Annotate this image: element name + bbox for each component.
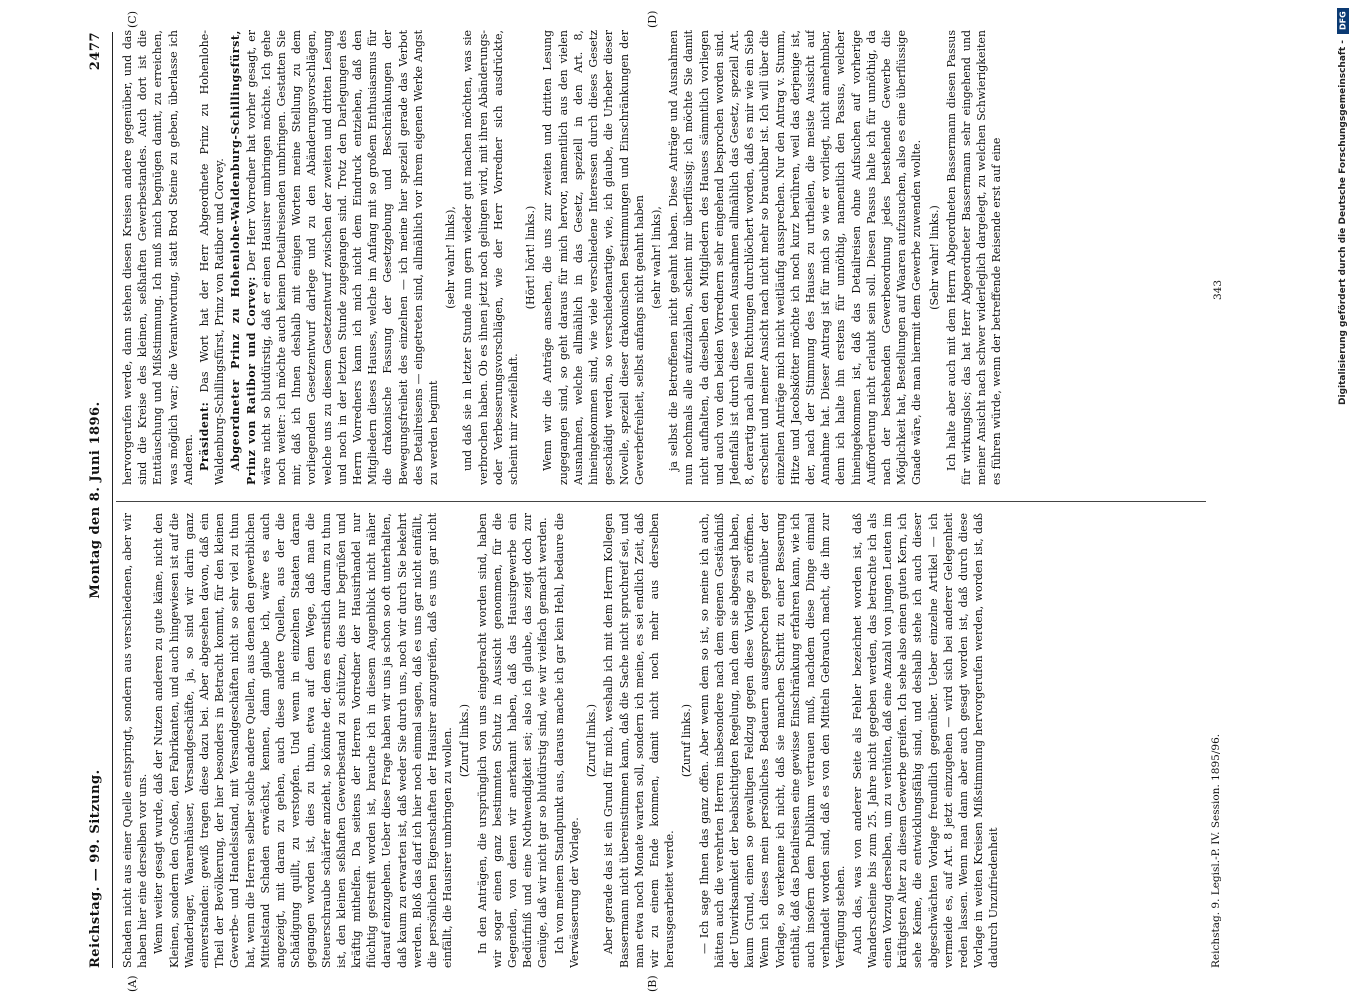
paragraph: und daß sie in letzter Stunde nun gern wieder gut machen möchten, was sie verbrochen haben. Ob es ihnen jetzt noch gelingen wird, mit ihren Abänderungs- oder Verbesserungsvorschlägen, wie der Herr Vorredner sich ausdrückte, scheint mir zweifelhaft. (461, 30, 521, 485)
right-column (120, 30, 1210, 485)
left-column (120, 513, 1210, 968)
speaker-name: Abgeordneter Prinz zu Hohenlohe-Waldenburg-Schillingsfürst, Prinz von Ratibor und Corvey: (229, 30, 258, 485)
interjection: (Sehr wahr! links.) (927, 205, 941, 310)
digitization-credit: Digitalisierung gefördert durch die Deutsche Forschungsgemeinschaft - (1338, 40, 1348, 405)
digitization-sidebar (1335, 0, 1351, 1000)
interjection: (Hört! hört! links.) (524, 205, 538, 310)
paragraph: Ich von meinem Standpunkt aus, daraus mache ich gar kein Hehl, bedaure die Verwässerung der Vorlage. (552, 513, 581, 968)
paragraph: Aber gerade das ist ein Grund für mich, weshalb ich mit dem Herrn Kollegen Bassermann nicht übereinstimmen kann, daß die Sache nicht spruchreif sei, und man etwa noch Monate warten soll, sondern ich meine, es sei endlich Zeit, daß wir zu einem Ende kommen, damit nicht noch mehr aus derselben herausgearbeitet werde. (602, 513, 677, 968)
paragraph-text: Das Wort hat der Herr Abgeordnete Prinz zu Hohenlohe-Waldenburg-Schillingsfürst, Prinz von Ratibor und Corvey. (198, 30, 227, 485)
page-header (88, 32, 114, 968)
paragraph (197, 30, 227, 485)
speaker-name: Präsident: (198, 401, 212, 471)
paragraph: — Ich sage Ihnen das ganz offen. Aber wenn dem so ist, so meine ich auch, hätten auch die verehrten Herren insbesondere nach dem eigenen Geständniß der Unwirksamkeit der beabsichtigten Regelung, nach dem sie abgesagt haben, kaum Grund, einen so gewaltigen Feldzug gegen diese Vorlage zu eröffnen. Wenn ich dieses mein persönliches Bedauern ausgesprochen gegenüber der Vorlage, so verkenne ich nicht, daß sie manchen Schritt zu einer Besserung enthält, daß das Detailreisen eine gewisse Einschränkung erfahren kann, wie ich auch insofern dem Publikum vertrauen muß, nachdem diese Dinge einmal verhandelt worden sind, daß es von den Mitteln Gebrauch macht, die ihm zur Verfügung stehen. (697, 513, 848, 968)
column-divider (116, 501, 1206, 502)
margin-marker-a: (A) (126, 975, 139, 992)
paragraph: Wenn weiter gesagt wurde, daß der Nutzen anderen zu gute käme, nicht den Kleinen, sondern den Großen, den Fabrikanten, und auch hingewiesen ist auf die Wanderlager, Waarenhäuser, Versandgeschäfte, ja, so sind wir darin ganz einverstanden: gewiß tragen diese dazu bei. Aber abgesehen davon, daß ein Theil der Bevölkerung, der hier besonders in Betracht kommt, für den kleinen Gewerbe- und Handelsstand, mit Versandgeschäften nicht so sehr viel zu thun hat, wenn die Herren selber solche andere Quellen, aus denen den gewerblichen Mittelstand Schaden erwächst, kennen, dann glaube ich, wäre es auch angezeigt, mit daran zu gehen, auch diese andere Quellen, aus der die Schädigung quillt, zu verstopfen. Und wenn in einzelnen Staaten daran gegangen worden ist, dies zu thun, etwa auf dem Wege, daß man die Steuerschraube schärfer anzieht, so könnte der, dem es ernstlich darum zu thun ist, den kleinen seßhaften Gewerbestand zu schützen, dies nur begrüßen und kräftig mithelfen. Da seitens der Herren Vorredner der Hausirhandel nur flüchtig gestreift worden ist, brauche ich in diesem Augenblick nicht näher darauf einzugehen. Ueber diese Frage haben wir uns ja schon so oft unterhalten, daß kaum zu erwarten ist, daß weder Sie durch uns, noch wir durch Sie bekehrt werden. Bloß das darf ich hier noch einmal sagen, daß es uns gar nicht einfällt, die persönlichen Eigenschaften der Hausirer anzugreifen, daß es uns gar nicht einfällt, die Hausirer umbringen zu wollen. (152, 513, 455, 968)
footer-session-line: Reichstag. 9. Legisl.-P. IV. Session. 1895/96. (1210, 733, 1222, 968)
interjection: (Zuruf links.) (680, 703, 694, 778)
margin-marker-d: (D) (646, 10, 659, 28)
paragraph: ja selbst die Betroffenen nicht geahnt haben. Diese Anträge und Ausnahmen nun nochmals alle aufzuzählen, scheint mir überflüssig; ich möchte Sie damit nicht aufhalten, da dieselben den Mitgliedern des Hauses sämmtlich vorliegen und auch von den beiden Vorrednern sehr eingehend besprochen worden sind. Jedenfalls ist durch diese vielen Ausnahmen allmählich das Gesetz, speziell Art. 8, derartig nach allen Richtungen durchlöchert worden, daß es mir wie ein Sieb erscheint und meiner Ansicht nach nicht mehr so brauchbar ist. Ich will über die einzelnen Anträge mich nicht weitläufig aussprechen. Nur den Antrag v. Stumm, Hitze und Jacobskötter möchte ich noch kurz berühren, weil das derjenige ist, der, nach der Stimmung des Hauses zu urtheilen, die meiste Aussicht auf Annahme hat. Dieser Antrag ist für mich so wie er vorliegt, nicht annehmbar, denn ich halte ihn erstens für unnöthig, namentlich den Passus, welcher hineingekommen ist, daß das Detailreisen ohne Aufsuchen auf vorherige Aufforderung nicht erlaubt sein soll. Diesen Passus halte ich für unnöthig, da nach der bestehenden Gewerbeordnung jedes bestehende Gewerbe die Möglichkeit hat, Bestellungen auf Waaren aufzusuchen, also es eine überflüssige Gnade wäre, die man hiermit dem Gewerbe zuwenden wollte. (667, 30, 924, 485)
interjection: (sehr wahr! links), (649, 206, 663, 309)
header-page-number: 2477 (88, 32, 103, 71)
margin-marker-c: (C) (126, 11, 139, 28)
footer-page-number: 343 (1212, 279, 1224, 300)
paragraph: Schaden nicht aus einer Quelle entspringt, sondern aus verschiedenen, aber wir haben hier eine derselben vor uns. (121, 513, 150, 968)
dfg-logo-icon: DFG (1337, 8, 1349, 34)
header-session: Reichstag. — 99. Sitzung. (88, 769, 103, 968)
paragraph (228, 30, 441, 485)
paragraph-text: Der Herr Vorredner hat vorher gesagt, er wäre nicht so blutdürstig, daß er einen Hausirer umbringen möchte. Ich gehe noch weiter: ich möchte auch keinen Detailreisenden umbringen. Gestatten Sie mir, daß ich Ihnen deshalb mit einigen Worten meine Stellung zu dem vorliegenden Gesetzentwurf darlege und zu den Abänderungsvorschlägen, welche uns zu diesem Gesetzentwurf zwischen der zweiten und dritten Lesung und noch in der letzten Stunde zugegangen sind. Trotz den Darlegungen des Herrn Vorredners kann ich mich nicht dem Eindruck entziehen, daß den Mitgliedern dieses Hauses, welche im Anfang mit so großem Enthusiasmus für die drakonische Fassung der Gesetzgebung und Beschränkungen der Bewegungsfreiheit des einzelnen — ich meine hier speziell gerade das Verbot des Detailreisens — eingetreten sind, allmählich vor ihrem eigenen Werke Angst zu werden beginnt (244, 30, 441, 485)
header-date: Montag den 8. Juni 1896. (88, 401, 103, 599)
interjection: (sehr wahr! links), (444, 206, 458, 309)
interjection: (Zuruf links.) (585, 703, 599, 778)
margin-marker-b: (B) (646, 975, 659, 992)
paragraph: Auch das, was von anderer Seite als Fehler bezeichnet worden ist, daß Wanderscheine bis zum 25. Jahre nicht gegeben werden, das betrachte ich als einen Vorzug derselben, um zu verhüten, daß eine Anzahl von jungen Leuten im kräftigsten Alter zu diesem Gewerbe greifen. Ich sehe also einen guten Kern, ich sehe Keime, die entwicklungsfähig sind, und deshalb stehe ich auch dieser abgeschwächten Vorlage freundlich gegenüber. Ueber einzelne Artikel — ich vermeide es, auf Art. 8 jetzt einzugehen — wird sich bei anderer Gelegenheit reden lassen. Wenn man dann aber auch gesagt worden ist, daß durch diese Vorlage in weiten Kreisen Mißstimmung hervorgerufen werden, worden ist, daß dadurch Unzufriedenheit (850, 513, 1001, 968)
interjection: (Zuruf links.) (458, 703, 472, 778)
paragraph: Ich halte aber auch mit dem Herrn Abgeordneten Bassermann diesen Passus für wirkungslos; das hat Herr Abgeordneter Bassermann sehr eingehend und meiner Ansicht nach schwer widerleglich dargelegt, zu welchen Schwierigkeiten es führen würde, wenn der betreffende Reisende erst auf eine (944, 30, 1004, 485)
paragraph: Wenn wir die Anträge ansehen, die uns zur zweiten und dritten Lesung zugegangen sind, so geht daraus für mich hervor, namentlich aus den vielen Ausnahmen, welche allmählich in das Gesetz, speziell in den Art. 8, hineingekommen sind, wie viele verschiedene Interessen durch dieses Gesetz geschädigt werden, so verschiedenartige, wie, ich glaube, die Urheber dieser Novelle, speziell dieser drakonischen Bestimmungen und Einschränkungen der Gewerbefreiheit, selbst anfangs nicht geahnt haben (541, 30, 646, 485)
paragraph: In den Anträgen, die ursprünglich von uns eingebracht worden sind, haben wir sogar einen ganz bestimmten Schutz in Aussicht genommen, für die Gegenden, von denen wir anerkannt haben, daß das Hausirgewerbe ein Bedürfniß und eine Nothwendigkeit sei; also ich glaube, das zeigt doch zur Genüge, daß wir nicht gar so blutdürstig sind, wie wir vielfach gemacht werden. (475, 513, 550, 968)
header-rule (112, 32, 113, 968)
paragraph: hervorgerufen werde, dann stehen diesen Kreisen andere gegenüber, und das sind die Kreise des kleinen, seßhaften Gewerbestandes. Auch dort ist die Enttäuschung und Mißstimmung. Ich muß mich begnügen damit, zu erreichen, was möglich war; die Verantwortung, statt Brod Steine zu geben, überlasse ich Anderen. (121, 30, 195, 485)
